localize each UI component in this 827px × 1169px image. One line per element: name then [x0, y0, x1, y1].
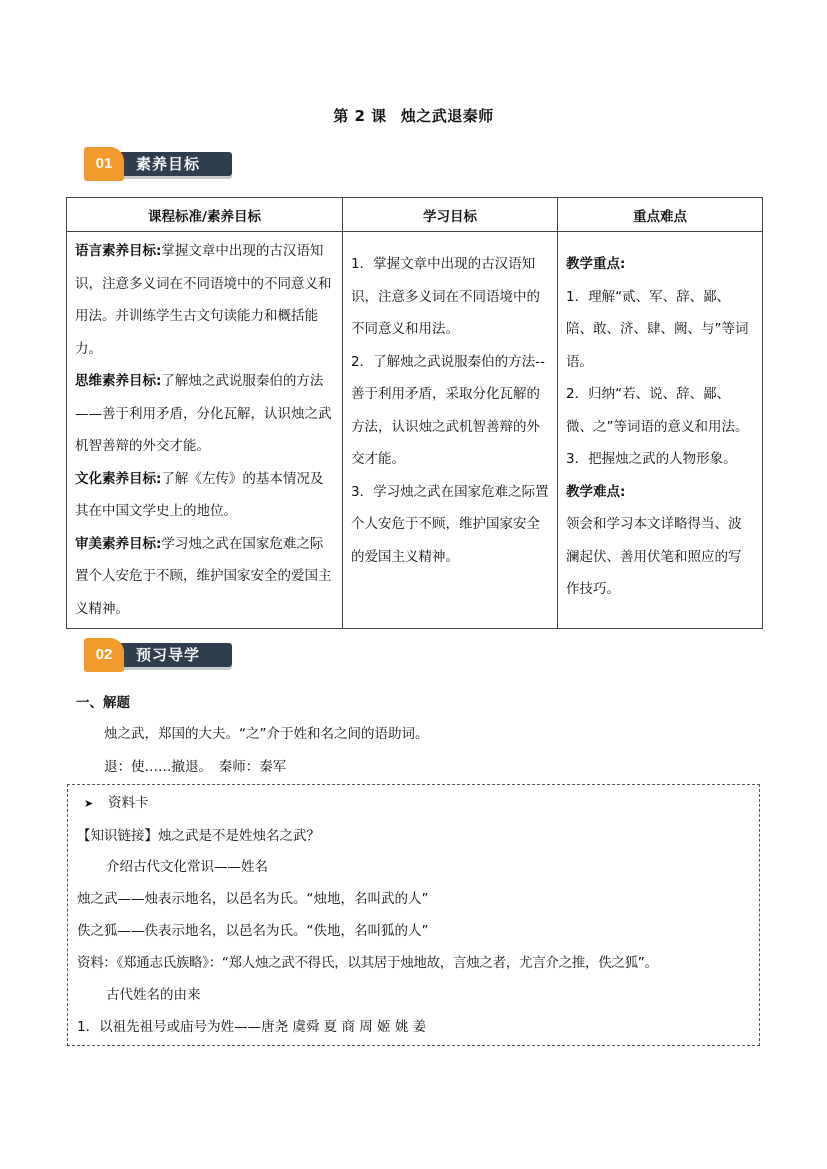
focus-item: 1．理解“贰、军、辞、鄙、陪、敢、济、肆、阙、与”等词语。 [566, 288, 749, 370]
section-badge-objectives [84, 145, 234, 181]
literacy-goal: 审美素养目标:学习烛之武在国家危难之际置个人安危于不顾，维护国家安全的爱国主义精神。 [75, 535, 332, 617]
lesson-number: 第 2 课 [333, 107, 387, 125]
card-line: 佚之狐——佚表示地名，以邑名为氏。“佚地，名叫狐的人” [77, 923, 429, 939]
table-row [67, 232, 763, 629]
card-line: 介绍古代文化常识——姓名 [106, 859, 268, 875]
focus-item: 3．把握烛之武的人物形象。 [566, 451, 737, 467]
card-title: ➤ 资料卡 [84, 793, 149, 814]
learning-goal: 3．学习烛之武在国家危难之际置个人安危于不顾，维护国家安全的爱国主义精神。 [351, 483, 549, 565]
literacy-goal: 语言素养目标:掌握文章中出现的古汉语知识，注意多义词在不同语境中的不同意义和用法。并训练学生古文句读能力和概括能力。 [75, 243, 332, 357]
learning-goal: 1．掌握文章中出现的古汉语知识，注意多义词在不同语境中的不同意义和用法。 [351, 256, 540, 337]
section-number: 01 [84, 147, 124, 181]
literacy-goal: 文化素养目标:了解《左传》的基本情况及其在中国文学史上的地位。 [75, 470, 324, 519]
table-header-row [67, 198, 763, 232]
literacy-goals-cell [67, 232, 343, 629]
difficulty-label: 教学难点: [566, 483, 626, 500]
arrow-bullet-icon: ➤ [84, 797, 94, 810]
focus-label: 教学重点: [566, 256, 626, 272]
preview-line: 退：使……撤退。 秦师：秦军 [104, 759, 287, 775]
card-line: 资料：《郑通志氏族略》：“郑人烛之武不得氏，以其居于烛地故，言烛之者，尤言介之推，佚之狐”。 [77, 955, 658, 971]
section-badge-preview [84, 636, 234, 672]
card-line: 古代姓名的由来 [106, 987, 201, 1003]
page-title [0, 105, 827, 126]
learning-goal: 2．了解烛之武说服秦伯的方法--善于利用矛盾，采取分化瓦解的方法，认识烛之武机智善辩的外交才能。 [351, 353, 545, 467]
card-line: 【知识链接】烛之武是不是姓烛名之武？ [77, 828, 320, 844]
objectives-table [66, 197, 763, 629]
preview-heading: 一、解题 [76, 695, 130, 711]
section-number: 02 [84, 638, 124, 672]
focus-difficulty-cell [558, 232, 763, 629]
learning-goals-cell [343, 232, 558, 629]
column-header: 课程标准/素养目标 [67, 198, 343, 232]
section-label: 素养目标 [136, 155, 201, 173]
literacy-goal: 思维素养目标:了解烛之武说服秦伯的方法——善于利用矛盾，分化瓦解，认识烛之武机智善辩的外交才能。 [75, 373, 332, 454]
section-label: 预习导学 [136, 646, 201, 664]
column-header: 重点难点 [558, 198, 763, 232]
info-card [67, 784, 760, 1046]
card-line: 烛之武——烛表示地名，以邑名为氏。“烛地，名叫武的人” [77, 891, 429, 907]
column-header: 学习目标 [343, 198, 558, 232]
preview-line: 烛之武，郑国的大夫。“之”介于姓和名之间的语助词。 [104, 726, 429, 742]
focus-item: 2．归纳“若、说、辞、鄙、微、之”等词语的意义和用法。 [566, 386, 749, 435]
card-line: 1．以祖先祖号或庙号为姓——唐尧 虞舜 夏 商 周 姬 姚 姜 [77, 1019, 427, 1035]
difficulty-text: 领会和学习本文详略得当、波澜起伏、善用伏笔和照应的写作技巧。 [566, 516, 742, 597]
lesson-title: 烛之武退秦师 [400, 107, 494, 125]
